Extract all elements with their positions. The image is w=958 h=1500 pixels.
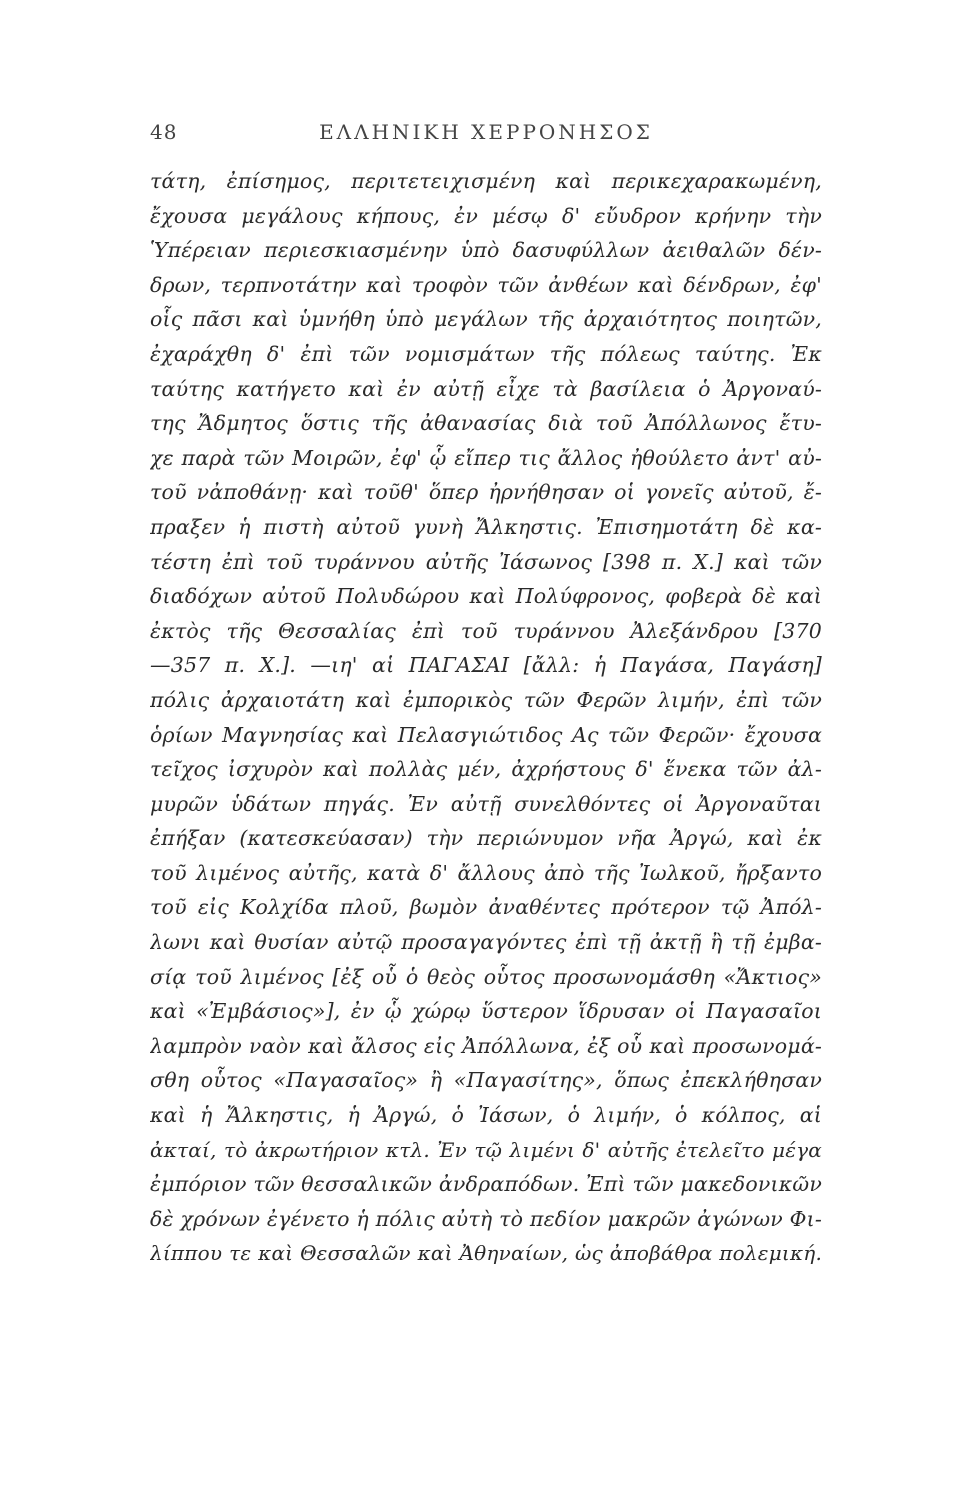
text-line: ταύτης κατήγετο καὶ ἐν αὐτῇ εἶχε τὰ βασίλεια ὁ Ἀργοναύ- — [150, 376, 822, 401]
text-line: ἀκταί, τὸ ἀκρωτήριον κτλ. Ἐν τῷ λιμένι δ' αὐτῆς ἐτελεῖτο μέγα — [150, 1137, 822, 1162]
page-header — [150, 120, 822, 154]
text-line: δρων, τερπνοτάτην καὶ τροφὸν τῶν ἀνθέων καὶ δένδρων, ἐφ' — [150, 272, 822, 297]
text-line: οἷς πᾶσι καὶ ὑμνήθη ὑπὸ μεγάλων τῆς ἀρχαιότητος ποιητῶν, — [150, 307, 822, 332]
text-line: τάτη, ἐπίσημος, περιτετειχισμένη καὶ περικεχαρακωμένη, — [150, 169, 822, 193]
page-number: 48 — [150, 120, 178, 144]
text-line: καὶ «Ἐμβάσιος»], ἐν ᾧ χώρῳ ὕστερον ἵδρυσαν οἱ Παγασαῖοι — [150, 999, 822, 1024]
text-line: μυρῶν ὑδάτων πηγάς. Ἐν αὐτῇ συνελθόντες οἱ Ἀργοναῦται — [150, 791, 822, 816]
text-line: ὁρίων Μαγνησίας καὶ Πελασγιώτιδος Ας τῶν Φερῶν· ἔχουσα — [150, 722, 822, 747]
text-line: σθη οὗτος «Παγασαῖος» ἢ «Παγασίτης», ὅπως ἐπεκλήθησαν — [150, 1068, 822, 1093]
text-line: ἐμπόριον τῶν θεσσαλικῶν ἀνδραπόδων. Ἐπὶ τῶν μακεδονικῶν — [150, 1172, 822, 1197]
running-title: ΕΛΛΗΝΙΚΗ ΧΕΡΡΟΝΗΣΟΣ — [319, 120, 653, 144]
text-line: τοῦ νἀποθάνῃ· καὶ τοῦθ' ὅπερ ἠρνήθησαν οἱ γονεῖς αὐτοῦ, ἔ- — [150, 480, 822, 505]
text-line: λίππου τε καὶ Θεσσαλῶν καὶ Ἀθηναίων, ὡς ἀποβάθρα πολεμική. — [150, 1241, 822, 1266]
text-line: πόλις ἀρχαιοτάτη καὶ ἐμπορικὸς τῶν Φερῶν λιμήν, ἐπὶ τῶν — [150, 687, 822, 712]
text-line: τεῖχος ἰσχυρὸν καὶ πολλὰς μέν, ἀχρήστους δ' ἕνεκα τῶν ἀλ- — [150, 757, 822, 782]
text-line: Ὑπέρειαν περιεσκιασμένην ὑπὸ δασυφύλλων ἀειθαλῶν δέν- — [150, 238, 822, 263]
text-line: δὲ χρόνων ἐγένετο ἡ πόλις αὐτὴ τὸ πεδίον μακρῶν ἀγώνων Φι- — [150, 1206, 822, 1231]
text-line: ἔχουσα μεγάλους κήπους, ἐν μέσῳ δ' εὔυδρον κρήνην τὴν — [150, 203, 822, 228]
text-line: της Ἄδμητος ὅστις τῆς ἀθανασίας διὰ τοῦ Ἀπόλλωνος ἔτυ- — [150, 411, 822, 436]
text-line: τέστη ἐπὶ τοῦ τυράννου αὐτῆς Ἰάσωνος [398 π. Χ.] καὶ τῶν — [150, 549, 822, 574]
text-line: λαμπρὸν ναὸν καὶ ἄλσος εἰς Ἀπόλλωνα, ἐξ οὗ καὶ προσωνομά- — [150, 1033, 822, 1058]
text-line: καὶ ἡ Ἄλκηστις, ἡ Ἀργώ, ὁ Ἰάσων, ὁ λιμήν, ὁ κόλπος, αἱ — [150, 1103, 822, 1128]
text-line: ἐχαράχθη δ' ἐπὶ τῶν νομισμάτων τῆς πόλεως ταύτης. Ἐκ — [150, 341, 822, 366]
text-line: τοῦ εἰς Κολχίδα πλοῦ, βωμὸν ἀναθέντες πρότερον τῷ Ἀπόλ- — [150, 895, 822, 920]
body-text — [150, 164, 822, 1271]
text-line: ἐκτὸς τῆς Θεσσαλίας ἐπὶ τοῦ τυράννου Ἀλεξάνδρου [370 — [150, 618, 822, 643]
text-line: ἐπήξαν (κατεσκεύασαν) τὴν περιώνυμον νῆα Ἀργώ, καὶ ἐκ — [150, 826, 822, 851]
text-line: —357 π. Χ.]. —ιη' αἱ ΠΑΓΑΣΑΙ [ἄλλ: ἡ Παγάσα, Παγάση] — [150, 653, 822, 678]
text-line: τοῦ λιμένος αὐτῆς, κατὰ δ' ἄλλους ἀπὸ τῆς Ἰωλκοῦ, ἤρξαντο — [150, 860, 822, 885]
text-line: σίᾳ τοῦ λιμένος [ἐξ οὗ ὁ θεὸς οὗτος προσωνομάσθη «Ἄκτιος» — [150, 964, 822, 989]
text-line: λωνι καὶ θυσίαν αὐτῷ προσαγαγόντες ἐπὶ τῇ ἀκτῇ ἢ τῇ ἐμβα- — [150, 930, 822, 955]
text-line: χε παρὰ τῶν Μοιρῶν, ἐφ' ᾧ εἴπερ τις ἄλλος ἠθούλετο ἀντ' αὐ- — [150, 445, 822, 470]
text-line: διαδόχων αὐτοῦ Πολυδώρου καὶ Πολύφρονος, φοβερὰ δὲ καὶ — [150, 584, 822, 609]
text-line: πραξεν ἡ πιστὴ αὐτοῦ γυνὴ Ἄλκηστις. Ἐπισημοτάτη δὲ κα- — [150, 514, 822, 539]
